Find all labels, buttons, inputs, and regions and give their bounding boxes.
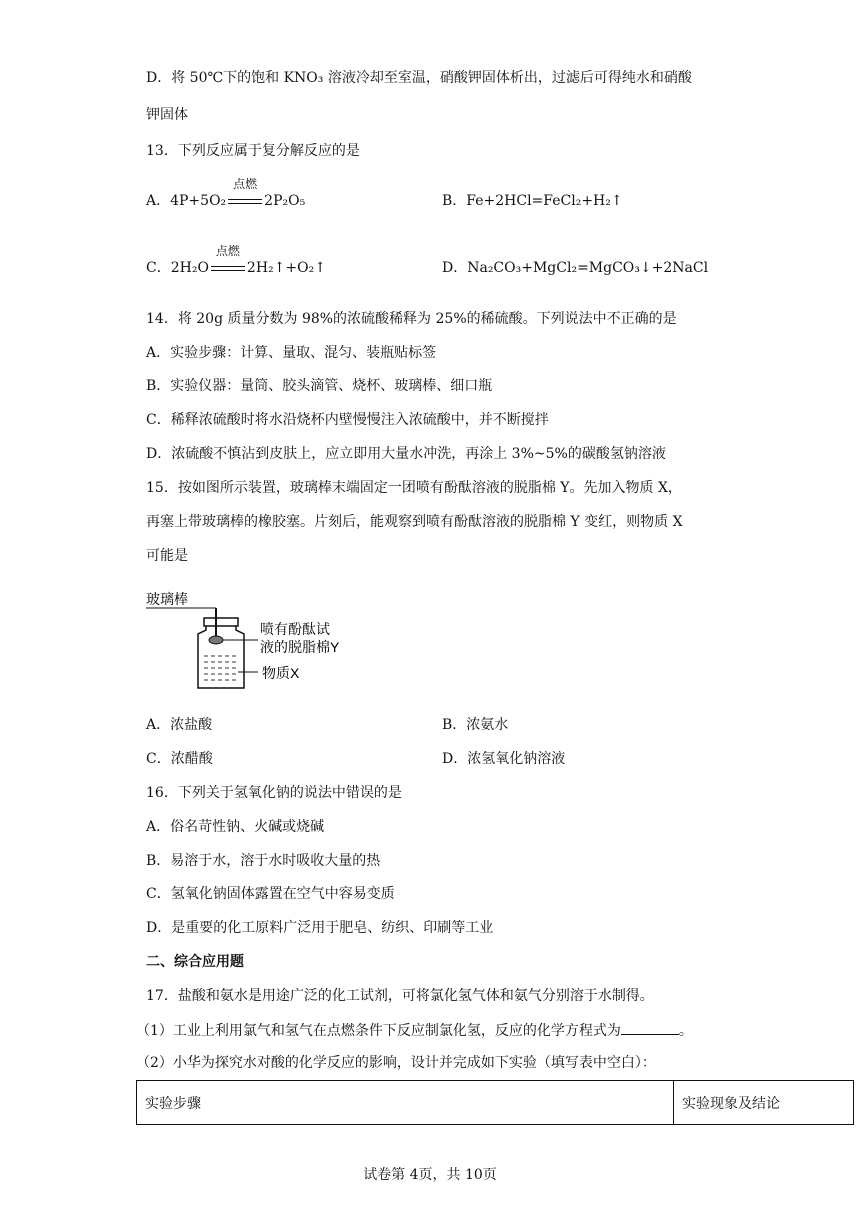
q17-part2: （2）小华为探究水对酸的化学反应的影响，设计并完成如下实验（填写表中空白）： [136, 1055, 656, 1071]
q14-option-d: D．浓硫酸不慎沾到皮肤上，应立即用大量水冲洗，再涂上 3%~5%的碳酸氢钠溶液 [146, 446, 666, 462]
q15-option-a: A．浓盐酸 [146, 717, 213, 733]
q16-option-c: C．氢氧化钠固体露置在空气中容易变质 [146, 886, 395, 902]
table-header-row [137, 1081, 854, 1125]
q12-option-d-line1: D．将 50℃下的饱和 KNO₃ 溶液冷却至室温，硝酸钾固体析出，过滤后可得纯水和硝酸 [146, 70, 692, 86]
q15-option-c: C．浓醋酸 [146, 751, 213, 767]
q13-c-products: 2H₂↑+O₂↑ [246, 260, 326, 276]
q14-option-c: C．稀释浓硫酸时将水沿烧杯内壁慢慢注入浓硫酸中，并不断搅拌 [146, 412, 549, 428]
q13-stem: 13．下列反应属于复分解反应的是 [146, 143, 360, 159]
answer-blank[interactable] [621, 1020, 679, 1035]
q13-c-reactants: C．2H₂O [146, 260, 209, 276]
q13-option-b: B．Fe+2HCl=FeCl₂+H₂↑ [442, 193, 623, 209]
q14-stem: 14．将 20g 质量分数为 98%的浓硫酸稀释为 25%的稀硫酸。下列说法中不正确的是 [146, 311, 677, 327]
apparatus-figure [146, 590, 366, 690]
q15-stem-line2: 再塞上带玻璃棒的橡胶塞。片刻后，能观察到喷有酚酞溶液的脱脂棉 Y 变红，则物质 X [146, 514, 683, 530]
section-heading: 二、综合应用题 [146, 954, 244, 970]
q15-option-b: B．浓氨水 [442, 717, 509, 733]
q16-option-a: A．俗名苛性钠、火碱或烧碱 [146, 819, 325, 835]
q13-option-d: D．Na₂CO₃+MgCl₂=MgCO₃↓+2NaCl [442, 260, 709, 276]
experiment-table [136, 1080, 854, 1125]
label-cotton-line2: 液的脱脂棉Y [260, 639, 340, 655]
q13-option-a [146, 177, 306, 211]
q15-stem-line3: 可能是 [146, 548, 188, 564]
bottle [198, 626, 244, 688]
equals-sign [228, 199, 262, 204]
q15-stem-line1: 15．按如图所示装置，玻璃棒末端固定一团喷有酚酞溶液的脱脂棉 Y。先加入物质 X， [146, 480, 682, 496]
q17-part1-end: 。 [678, 1023, 693, 1039]
q13-option-c [146, 244, 326, 278]
equals-sign [211, 266, 245, 271]
q17-stem: 17．盐酸和氨水是用途广泛的化工试剂，可将氯化氢气体和氨气分别溶于水制得。 [146, 988, 654, 1004]
label-glass-rod: 玻璃棒 [146, 591, 188, 607]
label-cotton-line1: 喷有酚酞试 [260, 621, 330, 637]
table-header-steps: 实验步骤 [137, 1081, 674, 1125]
q14-option-b: B．实验仪器：量筒、胶头滴管、烧杯、玻璃棒、细口瓶 [146, 378, 493, 394]
q13-a-products: 2P₂O₅ [264, 193, 306, 209]
table-header-results: 实验现象及结论 [674, 1081, 854, 1125]
q13-c-condition: 点燃 [215, 244, 240, 258]
q16-option-b: B．易溶于水，溶于水时吸收大量的热 [146, 853, 381, 869]
page-footer: 试卷第 4页，共 10页 [363, 1167, 497, 1183]
rubber-stopper [204, 618, 238, 626]
q17-part1 [136, 1020, 693, 1041]
q13-a-condition: 点燃 [233, 177, 258, 191]
cotton-y [209, 636, 223, 644]
liquid-x [204, 656, 238, 680]
q12-option-d-line2: 钾固体 [146, 107, 188, 123]
q13-a-reactants: A．4P+5O₂ [146, 193, 227, 209]
q16-stem: 16．下列关于氢氧化钠的说法中错误的是 [146, 785, 402, 801]
q14-option-a: A．实验步骤：计算、量取、混匀、装瓶贴标签 [146, 345, 437, 361]
q16-option-d: D．是重要的化工原料广泛用于肥皂、纺织、印刷等工业 [146, 920, 494, 936]
label-substance-x: 物质X [262, 665, 300, 681]
q17-part1-text: （1）工业上利用氯气和氢气在点燃条件下反应制氯化氢，反应的化学方程式为 [136, 1023, 621, 1039]
q15-option-d: D．浓氢氧化钠溶液 [442, 751, 566, 767]
